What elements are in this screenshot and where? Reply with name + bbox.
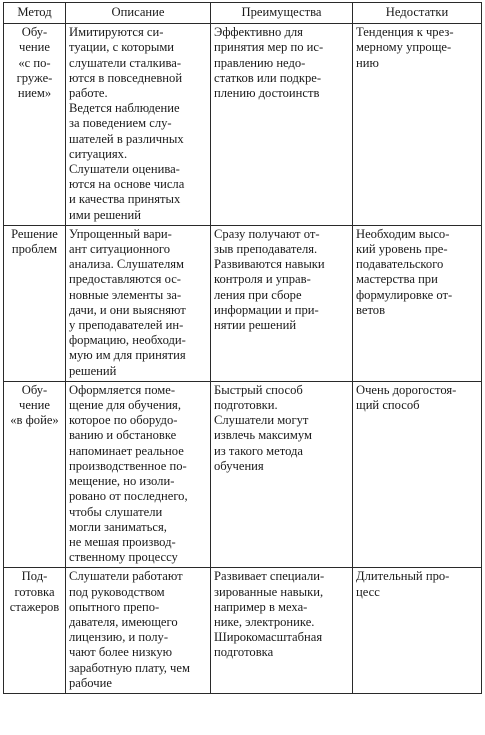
cell-text-line: давателя, имеющего [69, 614, 178, 629]
cell-text-line: у преподавателей ин- [69, 318, 184, 333]
cell-text-line: решений [69, 363, 117, 378]
cell-text-line: ления при сборе [214, 287, 302, 302]
header-method: Метод [4, 3, 66, 24]
cell-text-line: за поведением слу- [69, 116, 172, 131]
advantages-cell [211, 225, 353, 381]
cell-text-line: формулировке от- [356, 287, 453, 302]
cell-text-line: мещение, но изоли- [69, 474, 175, 489]
cell-text-line: Упрощенный вари- [69, 226, 172, 241]
cell-text-line: ими решений [69, 207, 141, 222]
cell-text-line: зыв преподавателя. [214, 242, 318, 257]
table-header-row [4, 3, 482, 24]
cell-text-line: ются на основе числа [69, 177, 185, 192]
cell-text-line: Имитируются си- [69, 25, 164, 40]
cell-text-line: Оформляется поме- [69, 382, 176, 397]
cell-text-line: под руководством [69, 584, 165, 599]
cell-text-line: ситуациях. [69, 146, 128, 161]
cell-text-line: новные элементы за- [69, 287, 182, 302]
cell-text-line: предоставляются ос- [69, 272, 181, 287]
cell-text-line: статков или подкре- [214, 70, 322, 85]
cell-text-line: обучения [214, 458, 264, 473]
cell-text-line: чают более низкую [69, 645, 173, 660]
cell-text-line: нию [356, 55, 379, 70]
cell-text-line: готовка [14, 584, 55, 599]
cell-text-line: цесс [356, 584, 380, 599]
cell-text-line: Сразу получают от- [214, 226, 320, 241]
cell-text-line: шателей в различных [69, 131, 184, 146]
cell-text-line: Под- [21, 569, 48, 584]
cell-text-line: подготовка [214, 645, 274, 660]
cell-text-line: мую им для принятия [69, 348, 186, 363]
table-body [4, 24, 482, 694]
cell-text-line: напоминает реальное [69, 443, 184, 458]
table-row [4, 225, 482, 381]
cell-text-line: Обу- [21, 25, 48, 40]
cell-text-line: ровано от последнего, [69, 489, 188, 504]
cell-text-line: контроля и управ- [214, 272, 311, 287]
disadvantages-cell [353, 225, 482, 381]
advantages-cell [211, 381, 353, 567]
cell-text-line: Слушатели могут [214, 413, 309, 428]
cell-text-line: могли заниматься, [69, 519, 167, 534]
cell-text-line: проблем [11, 242, 58, 257]
table-row [4, 24, 482, 226]
cell-text-line: Широкомасштабная [214, 630, 323, 645]
cell-text-line: Быстрый способ [214, 382, 303, 397]
cell-text-line: чение [19, 40, 50, 55]
cell-text-line: Очень дорогостоя- [356, 382, 457, 397]
training-methods-table [3, 2, 482, 694]
cell-text-line: «в фойе» [10, 413, 59, 428]
cell-text-line: опытного препо- [69, 599, 160, 614]
method-cell [4, 381, 66, 567]
cell-text-line: слушатели сталкива- [69, 55, 182, 70]
cell-text-line: из такого метода [214, 443, 304, 458]
cell-text-line: например в меха- [214, 599, 308, 614]
cell-text-line: подавательского [356, 257, 444, 272]
cell-text-line: рабочие [69, 675, 112, 690]
disadvantages-cell [353, 381, 482, 567]
disadvantages-cell [353, 568, 482, 694]
cell-text-line: Необходим высо- [356, 226, 450, 241]
description-cell [66, 24, 211, 226]
cell-text-line: принятия мер по ис- [214, 40, 324, 55]
cell-text-line: и качества принятых [69, 192, 181, 207]
cell-text-line: подготовки. [214, 398, 278, 413]
cell-text-line: извлечь максимум [214, 428, 312, 443]
cell-text-line: груже- [16, 70, 53, 85]
cell-text-line: производственное по- [69, 458, 187, 473]
cell-text-line: ветов [356, 302, 386, 317]
header-advantages: Преимущества [211, 3, 353, 24]
method-cell [4, 568, 66, 694]
cell-text-line: мерному упроще- [356, 40, 452, 55]
method-cell [4, 24, 66, 226]
table-row [4, 568, 482, 694]
header-disadvantages: Недостатки [353, 3, 482, 24]
advantages-cell [211, 568, 353, 694]
cell-text-line: ванию и обстановке [69, 428, 177, 443]
cell-text-line: дачи, и они выясняют [69, 302, 186, 317]
cell-text-line: заработную плату, чем [69, 660, 190, 675]
cell-text-line: Решение [11, 226, 58, 241]
cell-text-line: Развивает специали- [214, 569, 325, 584]
cell-text-line: анализа. Слушателям [69, 257, 184, 272]
disadvantages-cell [353, 24, 482, 226]
description-cell [66, 381, 211, 567]
cell-text-line: нием» [17, 86, 52, 101]
cell-text-line: Ведется наблюдение [69, 101, 180, 116]
cell-text-line: Эффективно для [214, 25, 303, 40]
cell-text-line: плению достоинств [214, 86, 320, 101]
cell-text-line: стажеров [9, 599, 60, 614]
cell-text-line: Длительный про- [356, 569, 450, 584]
cell-text-line: ются в повседневной [69, 70, 183, 85]
cell-text-line: чение [19, 398, 50, 413]
cell-text-line: мастерства при [356, 272, 438, 287]
cell-text-line: нятии решений [214, 318, 297, 333]
cell-text-line: Слушатели работают [69, 569, 183, 584]
cell-text-line: нике, электронике. [214, 614, 315, 629]
cell-text-line: Слушатели оценива- [69, 162, 180, 177]
cell-text-line: туации, с которыми [69, 40, 175, 55]
cell-text-line: не мешая производ- [69, 534, 176, 549]
cell-text-line: кий уровень пре- [356, 242, 448, 257]
cell-text-line: ственному процессу [69, 550, 178, 565]
table-row [4, 381, 482, 567]
cell-text-line: правлению недо- [214, 55, 306, 70]
cell-text-line: «с по- [18, 55, 51, 70]
cell-text-line: Тенденция к чрез- [356, 25, 454, 40]
cell-text-line: информации и при- [214, 302, 319, 317]
cell-text-line: Обу- [21, 382, 48, 397]
description-cell [66, 568, 211, 694]
header-description: Описание [66, 3, 211, 24]
description-cell [66, 225, 211, 381]
cell-text-line: работе. [69, 86, 108, 101]
cell-text-line: формацию, необходи- [69, 333, 186, 348]
cell-text-line: зированные навыки, [214, 584, 324, 599]
cell-text-line: которое по оборудо- [69, 413, 178, 428]
method-cell [4, 225, 66, 381]
advantages-cell [211, 24, 353, 226]
cell-text-line: чтобы слушатели [69, 504, 163, 519]
cell-text-line: Развиваются навыки [214, 257, 325, 272]
cell-text-line: лицензию, и полу- [69, 630, 169, 645]
cell-text-line: ант ситуационного [69, 242, 171, 257]
cell-text-line: щение для обучения, [69, 398, 182, 413]
cell-text-line: щий способ [356, 398, 420, 413]
